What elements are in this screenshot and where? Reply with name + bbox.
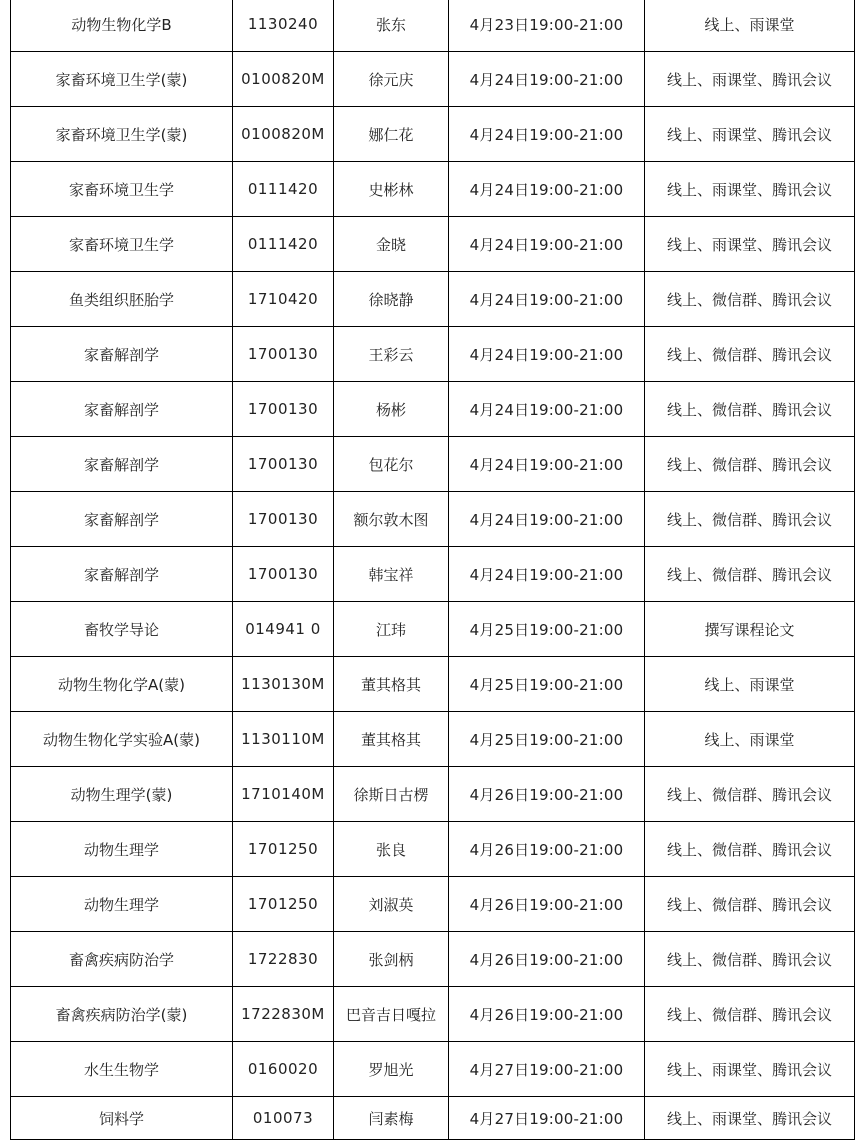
exam-mode-cell: 线上、雨课堂、腾讯会议 — [645, 52, 855, 107]
table-row — [11, 437, 855, 492]
course-name-cell: 鱼类组织胚胎学 — [11, 272, 233, 327]
teacher-cell: 徐斯日古楞 — [334, 767, 449, 822]
exam-time-cell: 4月27日19:00-21:00 — [449, 1042, 645, 1097]
course-name-cell: 家畜解剖学 — [11, 492, 233, 547]
table-row — [11, 822, 855, 877]
table-row — [11, 712, 855, 767]
course-name-cell: 家畜环境卫生学(蒙) — [11, 52, 233, 107]
course-code-cell: 1700130 — [233, 327, 334, 382]
course-code-cell: 1130240 — [233, 0, 334, 52]
exam-time-cell: 4月25日19:00-21:00 — [449, 602, 645, 657]
course-name-cell: 动物生物化学A(蒙) — [11, 657, 233, 712]
course-code-cell: 1710140M — [233, 767, 334, 822]
teacher-cell: 韩宝祥 — [334, 547, 449, 602]
course-name-cell: 饲料学 — [11, 1097, 233, 1140]
table-row — [11, 107, 855, 162]
exam-time-cell: 4月26日19:00-21:00 — [449, 822, 645, 877]
exam-time-cell: 4月26日19:00-21:00 — [449, 987, 645, 1042]
course-name-cell: 家畜解剖学 — [11, 437, 233, 492]
table-row — [11, 272, 855, 327]
table-row — [11, 382, 855, 437]
course-name-cell: 动物生物化学实验A(蒙) — [11, 712, 233, 767]
teacher-cell: 张东 — [334, 0, 449, 52]
course-code-cell: 0111420 — [233, 162, 334, 217]
exam-mode-cell: 线上、雨课堂、腾讯会议 — [645, 1042, 855, 1097]
exam-mode-cell: 撰写课程论文 — [645, 602, 855, 657]
exam-mode-cell: 线上、微信群、腾讯会议 — [645, 932, 855, 987]
exam-time-cell: 4月24日19:00-21:00 — [449, 107, 645, 162]
exam-mode-cell: 线上、微信群、腾讯会议 — [645, 987, 855, 1042]
schedule-body — [11, 0, 855, 1140]
course-code-cell: 014941 0 — [233, 602, 334, 657]
course-code-cell: 1700130 — [233, 547, 334, 602]
course-code-cell: 1722830M — [233, 987, 334, 1042]
table-row — [11, 0, 855, 52]
exam-mode-cell: 线上、雨课堂、腾讯会议 — [645, 1097, 855, 1140]
exam-time-cell: 4月24日19:00-21:00 — [449, 437, 645, 492]
exam-time-cell: 4月24日19:00-21:00 — [449, 382, 645, 437]
teacher-cell: 杨彬 — [334, 382, 449, 437]
course-name-cell: 家畜环境卫生学 — [11, 217, 233, 272]
exam-mode-cell: 线上、雨课堂、腾讯会议 — [645, 107, 855, 162]
course-code-cell: 1700130 — [233, 437, 334, 492]
exam-time-cell: 4月24日19:00-21:00 — [449, 217, 645, 272]
table-row — [11, 217, 855, 272]
exam-time-cell: 4月24日19:00-21:00 — [449, 272, 645, 327]
teacher-cell: 额尔敦木图 — [334, 492, 449, 547]
exam-time-cell: 4月25日19:00-21:00 — [449, 712, 645, 767]
exam-time-cell: 4月24日19:00-21:00 — [449, 52, 645, 107]
table-row — [11, 987, 855, 1042]
course-name-cell: 水生生物学 — [11, 1042, 233, 1097]
table-row — [11, 1042, 855, 1097]
teacher-cell: 江玮 — [334, 602, 449, 657]
course-code-cell: 1700130 — [233, 492, 334, 547]
exam-time-cell: 4月24日19:00-21:00 — [449, 547, 645, 602]
course-code-cell: 1710420 — [233, 272, 334, 327]
exam-time-cell: 4月23日19:00-21:00 — [449, 0, 645, 52]
table-row — [11, 602, 855, 657]
table-row — [11, 52, 855, 107]
teacher-cell: 董其格其 — [334, 712, 449, 767]
course-name-cell: 家畜解剖学 — [11, 547, 233, 602]
exam-time-cell: 4月26日19:00-21:00 — [449, 877, 645, 932]
course-name-cell: 畜禽疾病防治学(蒙) — [11, 987, 233, 1042]
teacher-cell: 金晓 — [334, 217, 449, 272]
course-name-cell: 动物生物化学B — [11, 0, 233, 52]
teacher-cell: 刘淑英 — [334, 877, 449, 932]
course-name-cell: 动物生理学(蒙) — [11, 767, 233, 822]
course-code-cell: 0100820M — [233, 107, 334, 162]
table-row — [11, 162, 855, 217]
exam-mode-cell: 线上、微信群、腾讯会议 — [645, 547, 855, 602]
course-code-cell: 1130130M — [233, 657, 334, 712]
table-row — [11, 767, 855, 822]
table-row — [11, 547, 855, 602]
exam-mode-cell: 线上、微信群、腾讯会议 — [645, 877, 855, 932]
table-row — [11, 657, 855, 712]
course-code-cell: 010073 — [233, 1097, 334, 1140]
course-name-cell: 家畜环境卫生学(蒙) — [11, 107, 233, 162]
course-code-cell: 0100820M — [233, 52, 334, 107]
course-code-cell: 0160020 — [233, 1042, 334, 1097]
table-row — [11, 1097, 855, 1140]
course-name-cell: 家畜解剖学 — [11, 327, 233, 382]
teacher-cell: 包花尔 — [334, 437, 449, 492]
exam-time-cell: 4月24日19:00-21:00 — [449, 327, 645, 382]
course-name-cell: 畜牧学导论 — [11, 602, 233, 657]
course-code-cell: 1130110M — [233, 712, 334, 767]
exam-mode-cell: 线上、微信群、腾讯会议 — [645, 822, 855, 877]
course-name-cell: 动物生理学 — [11, 822, 233, 877]
exam-time-cell: 4月25日19:00-21:00 — [449, 657, 645, 712]
table-row — [11, 492, 855, 547]
teacher-cell: 罗旭光 — [334, 1042, 449, 1097]
exam-mode-cell: 线上、雨课堂 — [645, 0, 855, 52]
teacher-cell: 徐晓静 — [334, 272, 449, 327]
course-name-cell: 畜禽疾病防治学 — [11, 932, 233, 987]
exam-mode-cell: 线上、微信群、腾讯会议 — [645, 382, 855, 437]
table-row — [11, 932, 855, 987]
teacher-cell: 闫素梅 — [334, 1097, 449, 1140]
exam-mode-cell: 线上、微信群、腾讯会议 — [645, 767, 855, 822]
exam-schedule-table — [10, 0, 855, 1140]
exam-time-cell: 4月27日19:00-21:00 — [449, 1097, 645, 1140]
teacher-cell: 董其格其 — [334, 657, 449, 712]
exam-mode-cell: 线上、微信群、腾讯会议 — [645, 437, 855, 492]
exam-mode-cell: 线上、雨课堂、腾讯会议 — [645, 217, 855, 272]
course-code-cell: 1701250 — [233, 877, 334, 932]
teacher-cell: 史彬林 — [334, 162, 449, 217]
table-row — [11, 327, 855, 382]
exam-mode-cell: 线上、雨课堂 — [645, 657, 855, 712]
exam-time-cell: 4月26日19:00-21:00 — [449, 932, 645, 987]
teacher-cell: 徐元庆 — [334, 52, 449, 107]
exam-mode-cell: 线上、雨课堂 — [645, 712, 855, 767]
teacher-cell: 巴音吉日嘎拉 — [334, 987, 449, 1042]
course-name-cell: 动物生理学 — [11, 877, 233, 932]
teacher-cell: 张剑柄 — [334, 932, 449, 987]
teacher-cell: 王彩云 — [334, 327, 449, 382]
exam-time-cell: 4月24日19:00-21:00 — [449, 162, 645, 217]
course-code-cell: 1700130 — [233, 382, 334, 437]
course-code-cell: 1701250 — [233, 822, 334, 877]
exam-mode-cell: 线上、微信群、腾讯会议 — [645, 492, 855, 547]
exam-mode-cell: 线上、微信群、腾讯会议 — [645, 327, 855, 382]
course-code-cell: 0111420 — [233, 217, 334, 272]
exam-mode-cell: 线上、雨课堂、腾讯会议 — [645, 162, 855, 217]
exam-time-cell: 4月26日19:00-21:00 — [449, 767, 645, 822]
exam-time-cell: 4月24日19:00-21:00 — [449, 492, 645, 547]
course-name-cell: 家畜解剖学 — [11, 382, 233, 437]
teacher-cell: 娜仁花 — [334, 107, 449, 162]
exam-mode-cell: 线上、微信群、腾讯会议 — [645, 272, 855, 327]
teacher-cell: 张良 — [334, 822, 449, 877]
table-row — [11, 877, 855, 932]
course-code-cell: 1722830 — [233, 932, 334, 987]
course-name-cell: 家畜环境卫生学 — [11, 162, 233, 217]
